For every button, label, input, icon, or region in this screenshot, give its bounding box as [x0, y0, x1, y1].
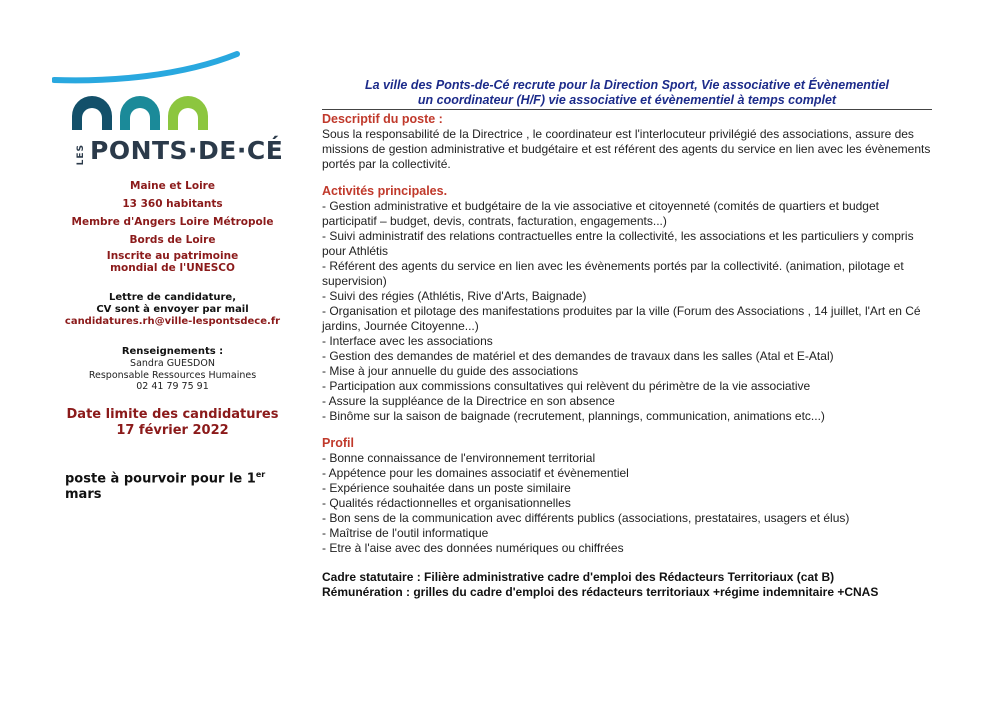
logo-les-text: LES	[76, 143, 86, 165]
poste-prefix: poste à pourvoir pour le 1	[65, 470, 256, 486]
list-item: - Gestion administrative et budgétaire de la vie associative et citoyenneté (comités de quartiers et budget participatif – budget, devis, contrats, facturation, engagements...)	[322, 199, 879, 228]
list-item: - Suivi des régies (Athlétis, Rive d'Arts, Baignade)	[322, 289, 587, 303]
letter-line-2: CV sont à envoyer par mail	[96, 304, 249, 315]
info-metropole: Membre d'Angers Loire Métropole	[71, 216, 274, 228]
list-item: - Qualités rédactionnelles et organisationnelles	[322, 496, 571, 510]
city-logo	[52, 48, 284, 168]
info-department: Maine et Loire	[130, 180, 215, 192]
list-item: - Binôme sur la saison de baignade (recrutement, plannings, communication, animations etc...)	[322, 409, 825, 423]
info-population: 13 360 habitants	[122, 198, 223, 210]
info-unesco-1: Inscrite au patrimoine	[106, 250, 239, 262]
job-posting	[322, 78, 932, 600]
title-divider	[322, 109, 932, 110]
contact-phone: 02 41 79 75 91	[136, 381, 209, 392]
list-item: - Etre à l'aise avec des données numériques ou chiffrées	[322, 541, 624, 555]
list-item: - Bon sens de la communication avec différents publics (associations, prestataires, usagers et élus)	[322, 511, 850, 525]
renseignements-label: Renseignements :	[121, 346, 224, 357]
descriptif-heading: Descriptif du poste :	[322, 112, 443, 126]
contact-role: Responsable Ressources Humaines	[88, 369, 257, 381]
list-item: - Gestion des demandes de matériel et des demandes de travaux dans les salles (Atal et E-Atal)	[322, 349, 834, 363]
info-bords: Bords de Loire	[129, 234, 216, 246]
list-item: - Suivi administratif des relations contractuelles entre la collectivité, les associations et les particuliers y compris pour Athlétis	[322, 229, 914, 258]
cadre-statutaire: Cadre statutaire : Filière administrative cadre d'emploi des Rédacteurs Territoriaux (cat B)	[322, 570, 835, 584]
descriptif-text: Sous la responsabilité de la Directrice , le coordinateur est l'interlocuteur privilégié des associations, assure des missions de gestion administrative et budgétaire et est référent des agents du service en lien avec les évènements portés par la collectivité.	[322, 127, 931, 171]
posting-title-line-1: La ville des Ponts-de-Cé recrute pour la Direction Sport, Vie associative et Évènementiel	[364, 78, 889, 92]
list-item: - Assure la suppléance de la Directrice en son absence	[322, 394, 615, 408]
list-item: - Maîtrise de l'outil informatique	[322, 526, 489, 540]
info-unesco-2: mondial de l'UNESCO	[110, 262, 235, 274]
application-email-link[interactable]: candidatures.rh@ville-lespontsdece.fr	[64, 316, 281, 327]
deadline-label: Date limite des candidatures	[66, 406, 279, 422]
list-item: - Référent des agents du service en lien avec les évènements portés par la collectivité. (animation, pilotage et supervision)	[322, 259, 904, 288]
list-item: - Organisation et pilotage des manifestations produites par la ville (Forum des Associations , 14 juillet, l'Art en Cé jardins, Journée Citoyenne...)	[322, 304, 921, 333]
list-item: - Mise à jour annuelle du guide des associations	[322, 364, 579, 378]
activites-list	[322, 199, 932, 424]
logo-name-text: PONTS·DE·CÉ	[90, 136, 284, 165]
remuneration: Rémunération : grilles du cadre d'emploi des rédacteurs territoriaux +régime indemnitaire +CNAS	[322, 585, 879, 599]
sidebar	[40, 48, 305, 503]
list-item: - Participation aux commissions consultatives qui relèvent du périmètre de la vie associative	[322, 379, 811, 393]
posting-title-line-2: un coordinateur (H/F) vie associative et évènementiel à temps complet	[417, 93, 837, 107]
logo-graphic-icon	[52, 48, 252, 138]
position-start-note	[65, 467, 305, 503]
list-item: - Appétence pour les domaines associatif et évènementiel	[322, 466, 629, 480]
poste-suffix: mars	[65, 486, 102, 502]
profil-list	[322, 451, 932, 556]
contact-name: Sandra GUESDON	[130, 358, 215, 369]
activites-heading: Activités principales.	[322, 184, 448, 198]
profil-heading: Profil	[322, 436, 354, 450]
list-item: - Bonne connaissance de l'environnement territorial	[322, 451, 596, 465]
list-item: - Expérience souhaitée dans un poste similaire	[322, 481, 571, 495]
deadline-date: 17 février 2022	[116, 422, 229, 438]
list-item: - Interface avec les associations	[322, 334, 493, 348]
letter-line-1: Lettre de candidature,	[108, 292, 237, 303]
poste-sup: er	[255, 469, 266, 479]
